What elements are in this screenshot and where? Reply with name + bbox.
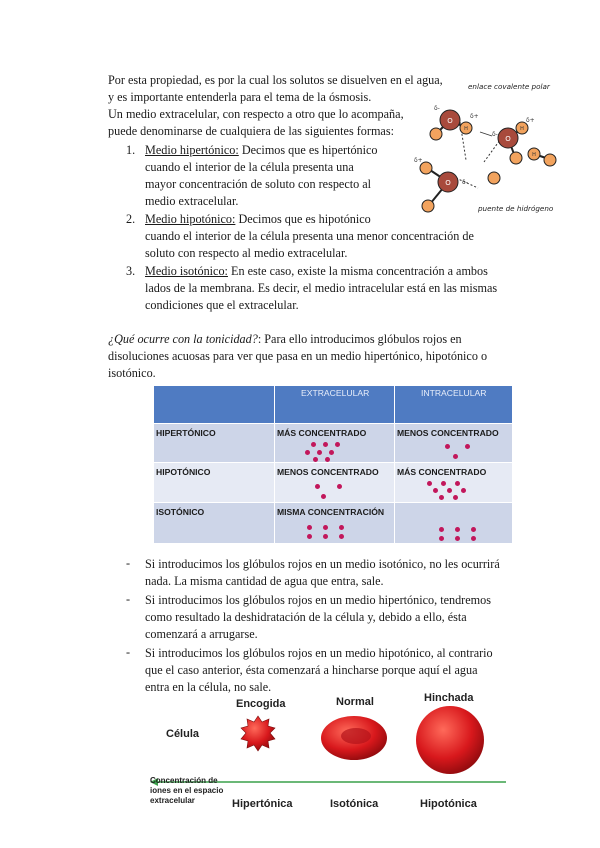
solute-dot xyxy=(447,488,452,493)
list-item-2-text: Decimos que es hipotónico xyxy=(235,212,371,226)
list-item-3-line-3: condiciones que el extracelular. xyxy=(145,298,299,312)
charge-label: δ- xyxy=(434,105,440,112)
solute-dot xyxy=(315,484,320,489)
question-line-2: disoluciones acuosas para ver que pasa en un medio hipertónico, hipotónico o xyxy=(108,349,488,363)
list-item-3-line-2: lados de la membrana. Es decir, el medio intracelular está en las mismas xyxy=(145,281,498,295)
solute-dot xyxy=(439,536,444,541)
table-row-label-hypotonic: HIPOTÓNICO xyxy=(154,463,274,502)
solute-dot xyxy=(329,450,334,455)
table-cell-hypertonic-extra xyxy=(275,424,394,462)
bullet-2-line-3: comenzará a arrugarse. xyxy=(145,627,258,641)
solute-dot xyxy=(339,534,344,539)
hydrogen-atom xyxy=(430,128,442,140)
pointer-line xyxy=(480,132,492,136)
hydrogen-atom xyxy=(544,154,556,166)
solute-dot xyxy=(307,534,312,539)
solute-dot xyxy=(455,527,460,532)
hydrogen-bond-line xyxy=(484,140,500,162)
bullet-3-line-2: que el caso anterior, ésta comenzará a hincharse porque aquí el agua xyxy=(145,663,478,677)
list-number-1: 1. xyxy=(126,143,136,157)
solute-dot xyxy=(335,442,340,447)
figure-header-swollen: Hinchada xyxy=(424,692,474,704)
question-rest: : Para ello introducimos glóbulos rojos en xyxy=(257,332,462,346)
table-cell-isotonic-extra xyxy=(275,503,394,543)
bullet-2-line-2: como resultado la deshidratación de la célula y, debido a ello, ésta xyxy=(145,610,467,624)
solute-dot xyxy=(461,488,466,493)
solute-dot xyxy=(441,481,446,486)
swollen-cell xyxy=(416,706,484,774)
label-hydrogen-bond: puente de hidrógeno xyxy=(478,204,554,213)
table-row-label-isotonic: ISOTÓNICO xyxy=(154,503,274,543)
intro-line-4: puede denominarse de cualquiera de las siguientes formas: xyxy=(108,124,394,138)
table-header-intracellular: INTRACELULAR xyxy=(395,386,512,423)
solute-dot xyxy=(433,488,438,493)
table-cell-hypotonic-extra-text: MENOS CONCENTRADO xyxy=(277,467,379,477)
solute-dot xyxy=(455,536,460,541)
red-blood-cell-figure xyxy=(148,692,540,822)
table-cell-hypertonic-intra-text: MENOS CONCENTRADO xyxy=(397,428,499,438)
solute-dot xyxy=(337,484,342,489)
solute-dot xyxy=(465,444,470,449)
solute-dot xyxy=(307,525,312,530)
list-item-1-text: Decimos que es hipertónico xyxy=(238,143,378,157)
oxygen-letter: O xyxy=(505,135,511,143)
list-item-1-line-4: medio extracelular. xyxy=(145,194,239,208)
list-item-2-line-2: cuando el interior de la célula presenta una menor concentración de xyxy=(145,229,474,243)
bullet-dash-2: - xyxy=(126,592,131,606)
list-term-hypotonic: Medio hipotónico: xyxy=(145,212,236,226)
figure-header-normal: Normal xyxy=(336,696,374,708)
list-term-hypertonic: Medio hipertónico: xyxy=(145,143,239,157)
hydrogen-atom xyxy=(422,200,434,212)
solute-dot xyxy=(427,481,432,486)
intro-line-1: Por esta propiedad, es por la cual los solutos se disuelven en el agua, xyxy=(108,73,443,87)
label-polar-covalent-bond: enlace covalente polar xyxy=(468,82,550,91)
normal-cell-center xyxy=(341,728,371,744)
table-header-empty xyxy=(154,386,274,423)
hydrogen-atom xyxy=(488,172,500,184)
list-number-3: 3. xyxy=(126,264,136,278)
figure-label-hypertonic: Hipertónica xyxy=(232,798,293,810)
bullet-3-line-1: Si introducimos los glóbulos rojos en un medio hipotónico, al contrario xyxy=(145,646,493,660)
solute-dot xyxy=(453,454,458,459)
solute-dot xyxy=(455,481,460,486)
figure-row-label-cell: Célula xyxy=(166,728,200,740)
list-item-1-line-3: mayor concentración de soluto con respecto al xyxy=(145,177,372,191)
solute-dot xyxy=(305,450,310,455)
list-item-3-text: En este caso, existe la misma concentración a ambos xyxy=(227,264,488,278)
solute-dot xyxy=(311,442,316,447)
axis-label-line-3: extracelular xyxy=(150,796,195,805)
figure-label-isotonic: Isotónica xyxy=(330,798,379,810)
solute-dot xyxy=(439,527,444,532)
table-header-extracellular: EXTRACELULAR xyxy=(275,386,394,423)
list-item-2-line-3: soluto con respecto al medio extracelular. xyxy=(145,246,348,260)
list-item-3 xyxy=(145,263,488,279)
axis-label-line-2: iones en el espacio xyxy=(150,786,224,795)
charge-label: δ- xyxy=(462,179,468,186)
table-cell-hypertonic-extra-text: MÁS CONCENTRADO xyxy=(277,428,367,438)
bullet-3-line-3: entra en la célula, no sale. xyxy=(145,680,272,694)
charge-label: δ- xyxy=(492,131,498,138)
hydrogen-atom xyxy=(510,152,522,164)
solute-dot xyxy=(325,457,330,462)
question-line-3: isotónico. xyxy=(108,366,156,380)
solute-dot xyxy=(439,495,444,500)
solute-dot xyxy=(313,457,318,462)
solute-dot xyxy=(339,525,344,530)
charge-label: δ+ xyxy=(414,157,423,164)
tonicity-table xyxy=(154,386,512,543)
hydrogen-letter: H xyxy=(532,152,536,158)
table-cell-isotonic-intra xyxy=(395,503,512,543)
table-cell-hypotonic-extra xyxy=(275,463,394,502)
charge-label: δ+ xyxy=(526,117,535,124)
water-molecule-svg xyxy=(408,78,580,220)
bullet-dash-1: - xyxy=(126,556,131,570)
bullet-1-line-2: nada. La misma cantidad de agua que entra, sale. xyxy=(145,574,384,588)
shrunk-cell xyxy=(241,716,275,751)
solute-dot xyxy=(471,536,476,541)
hydrogen-letter: H xyxy=(464,126,468,132)
hydrogen-letter: H xyxy=(520,126,524,132)
list-number-2: 2. xyxy=(126,212,136,226)
solute-dot xyxy=(323,525,328,530)
list-item-1-line-2: cuando el interior de la célula presenta una xyxy=(145,160,354,174)
solute-dot xyxy=(321,494,326,499)
figure-header-shrunk: Encogida xyxy=(236,698,286,710)
oxygen-letter: O xyxy=(445,179,451,187)
oxygen-letter: O xyxy=(447,117,453,125)
solute-dot xyxy=(323,534,328,539)
table-cell-hypotonic-intra xyxy=(395,463,512,502)
intro-line-3: Un medio extracelular, con respecto a otro que lo acompaña, xyxy=(108,107,404,121)
question-line-1 xyxy=(108,331,462,347)
table-cell-isotonic-extra-text: MISMA CONCENTRACIÓN xyxy=(277,507,385,517)
bullet-1-line-1: Si introducimos los glóbulos rojos en un medio isotónico, no les ocurrirá xyxy=(145,557,500,571)
intro-line-2: y es importante entenderla para el tema de la ósmosis. xyxy=(108,90,372,104)
question-italic: ¿Qué ocurre con la tonicidad? xyxy=(108,332,258,346)
solute-dot xyxy=(445,444,450,449)
charge-label: δ+ xyxy=(470,113,479,120)
table-row-label-hypertonic: HIPERTÓNICO xyxy=(154,424,274,462)
solute-dot xyxy=(471,527,476,532)
table-cell-hypotonic-intra-text: MÁS CONCENTRADO xyxy=(397,467,487,477)
solute-dot xyxy=(453,495,458,500)
axis-label-line-1: Concentración de xyxy=(150,776,218,785)
list-item-2 xyxy=(145,211,371,227)
bullet-dash-3: - xyxy=(126,645,131,659)
figure-label-hypotonic: Hipotónica xyxy=(420,798,477,810)
solute-dot xyxy=(323,442,328,447)
list-item-1 xyxy=(145,142,378,158)
water-molecule-diagram xyxy=(408,78,580,220)
list-term-isotonic: Medio isotónico: xyxy=(145,264,228,278)
table-cell-hypertonic-intra xyxy=(395,424,512,462)
bullet-2-line-1: Si introducimos los glóbulos rojos en un medio hipertónico, tendremos xyxy=(145,593,491,607)
solute-dot xyxy=(317,450,322,455)
